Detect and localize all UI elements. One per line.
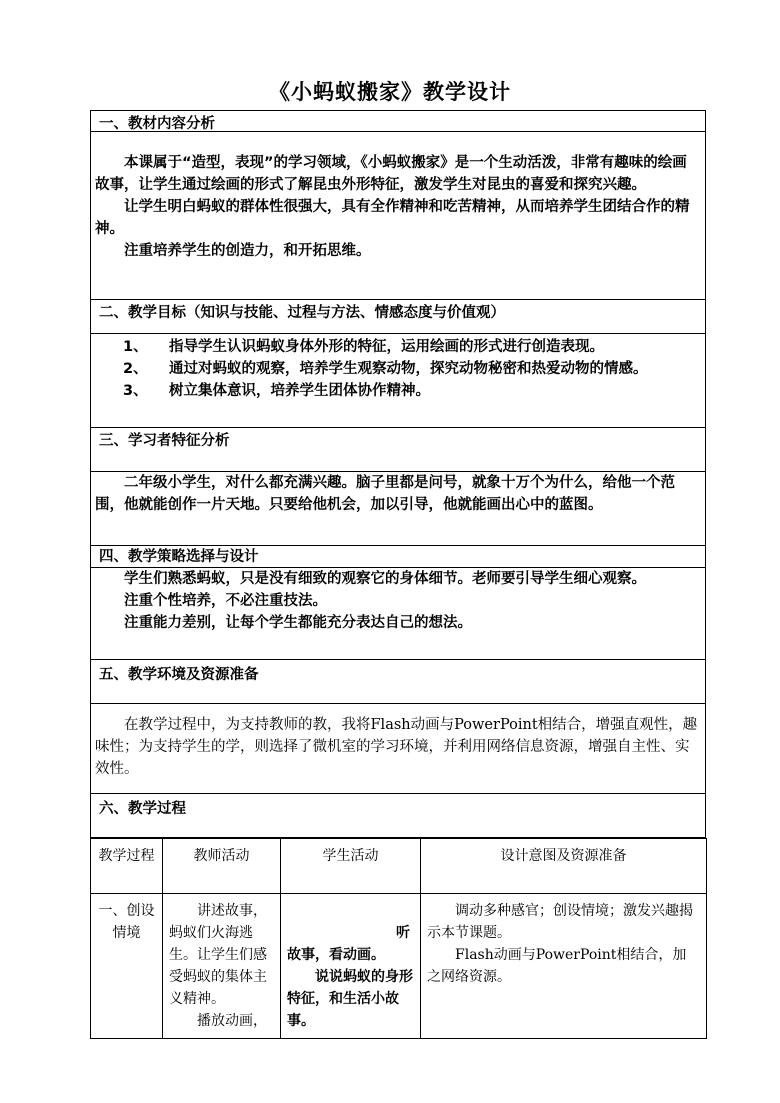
section-1-heading: 一、教材内容分析 xyxy=(90,110,706,132)
objective-item: 3、 树立集体意识，培养学生团体协作精神。 xyxy=(123,383,430,399)
section-3-heading: 三、学习者特征分析 xyxy=(90,428,706,472)
section-5-heading: 五、教学环境及资源准备 xyxy=(90,660,706,704)
section-6-heading: 六、教学过程 xyxy=(90,794,706,838)
section-2-body xyxy=(90,334,706,428)
design-intent-cell: 调动多种感官；创设情境；激发兴趣揭示本节课题。 Flash动画与PowerPoint相结合，加之网络资源。 xyxy=(421,894,707,1039)
section-4-body xyxy=(90,568,706,660)
column-header: 学生活动 xyxy=(281,839,421,894)
section-1-body xyxy=(90,132,706,300)
section-1-paragraph: 让学生明白蚂蚁的群体性很强大，具有全作精神和吃苦精神，从而培养学生团结合作的精神。 xyxy=(95,199,690,237)
table-row xyxy=(91,894,707,1039)
section-2-heading: 二、教学目标（知识与技能、过程与方法、情感态度与价值观） xyxy=(90,300,706,334)
section-1-paragraph: 本课属于“造型，表现”的学习领域，《小蚂蚁搬家》是一个生动活泼，非常有趣味的绘画故事，让学生通过绘画的形式了解昆虫外形特征，激发学生对昆虫的喜爱和探究兴趣。 xyxy=(95,155,687,193)
section-4-heading: 四、教学策略选择与设计 xyxy=(90,546,706,568)
column-header: 设计意图及资源准备 xyxy=(421,839,707,894)
document-title: 《小蚂蚁搬家》教学设计 xyxy=(269,80,511,104)
teacher-activity-cell: 讲述故事，蚂蚁们火海逃生。让学生们感受蚂蚁的集体主义精神。 播放动画， xyxy=(163,894,281,1039)
stage-cell: 一、创设情境 xyxy=(91,894,163,1039)
objective-item: 1、 指导学生认识蚂蚁身体外形的特征，运用绘画的形式进行创造表现。 xyxy=(123,339,604,355)
column-header: 教学过程 xyxy=(91,839,163,894)
lesson-plan-sheet xyxy=(90,110,706,1039)
section-5-body xyxy=(90,704,706,794)
section-3-body xyxy=(90,472,706,546)
column-header: 教师活动 xyxy=(163,839,281,894)
table-header-row xyxy=(91,839,707,894)
section-4-paragraph: 学生们熟悉蚂蚁，只是没有细致的观察它的身体细节。老师要引导学生细心观察。 xyxy=(124,571,646,587)
section-4-paragraph: 注重个性培养，不必注重技法。 xyxy=(124,593,327,609)
section-1-paragraph: 注重培养学生的创造力，和开拓思维。 xyxy=(124,243,371,259)
teaching-process-table xyxy=(90,838,707,1039)
student-activity-cell: 听 故事，看动画。 说说蚂蚁的身形特征，和生活小故事。 xyxy=(281,894,421,1039)
section-5-paragraph: 在教学过程中，为支持教师的教，我将Flash动画与PowerPoint相结合，增强直观性，趣味性；为支持学生的学，则选择了微机室的学习环境，并利用网络信息资源，增强自主性、实效性。 xyxy=(95,717,698,777)
section-3-paragraph: 二年级小学生，对什么都充满兴趣。脑子里都是问号，就象十万个为什么，给他一个范围，他就能创作一片天地。只要给他机会，加以引导，他就能画出心中的蓝图。 xyxy=(95,475,675,513)
section-4-paragraph: 注重能力差别，让每个学生都能充分表达自己的想法。 xyxy=(124,615,472,631)
objective-item: 2、 通过对蚂蚁的观察，培养学生观察动物，探究动物秘密和热爱动物的情感。 xyxy=(123,361,648,377)
